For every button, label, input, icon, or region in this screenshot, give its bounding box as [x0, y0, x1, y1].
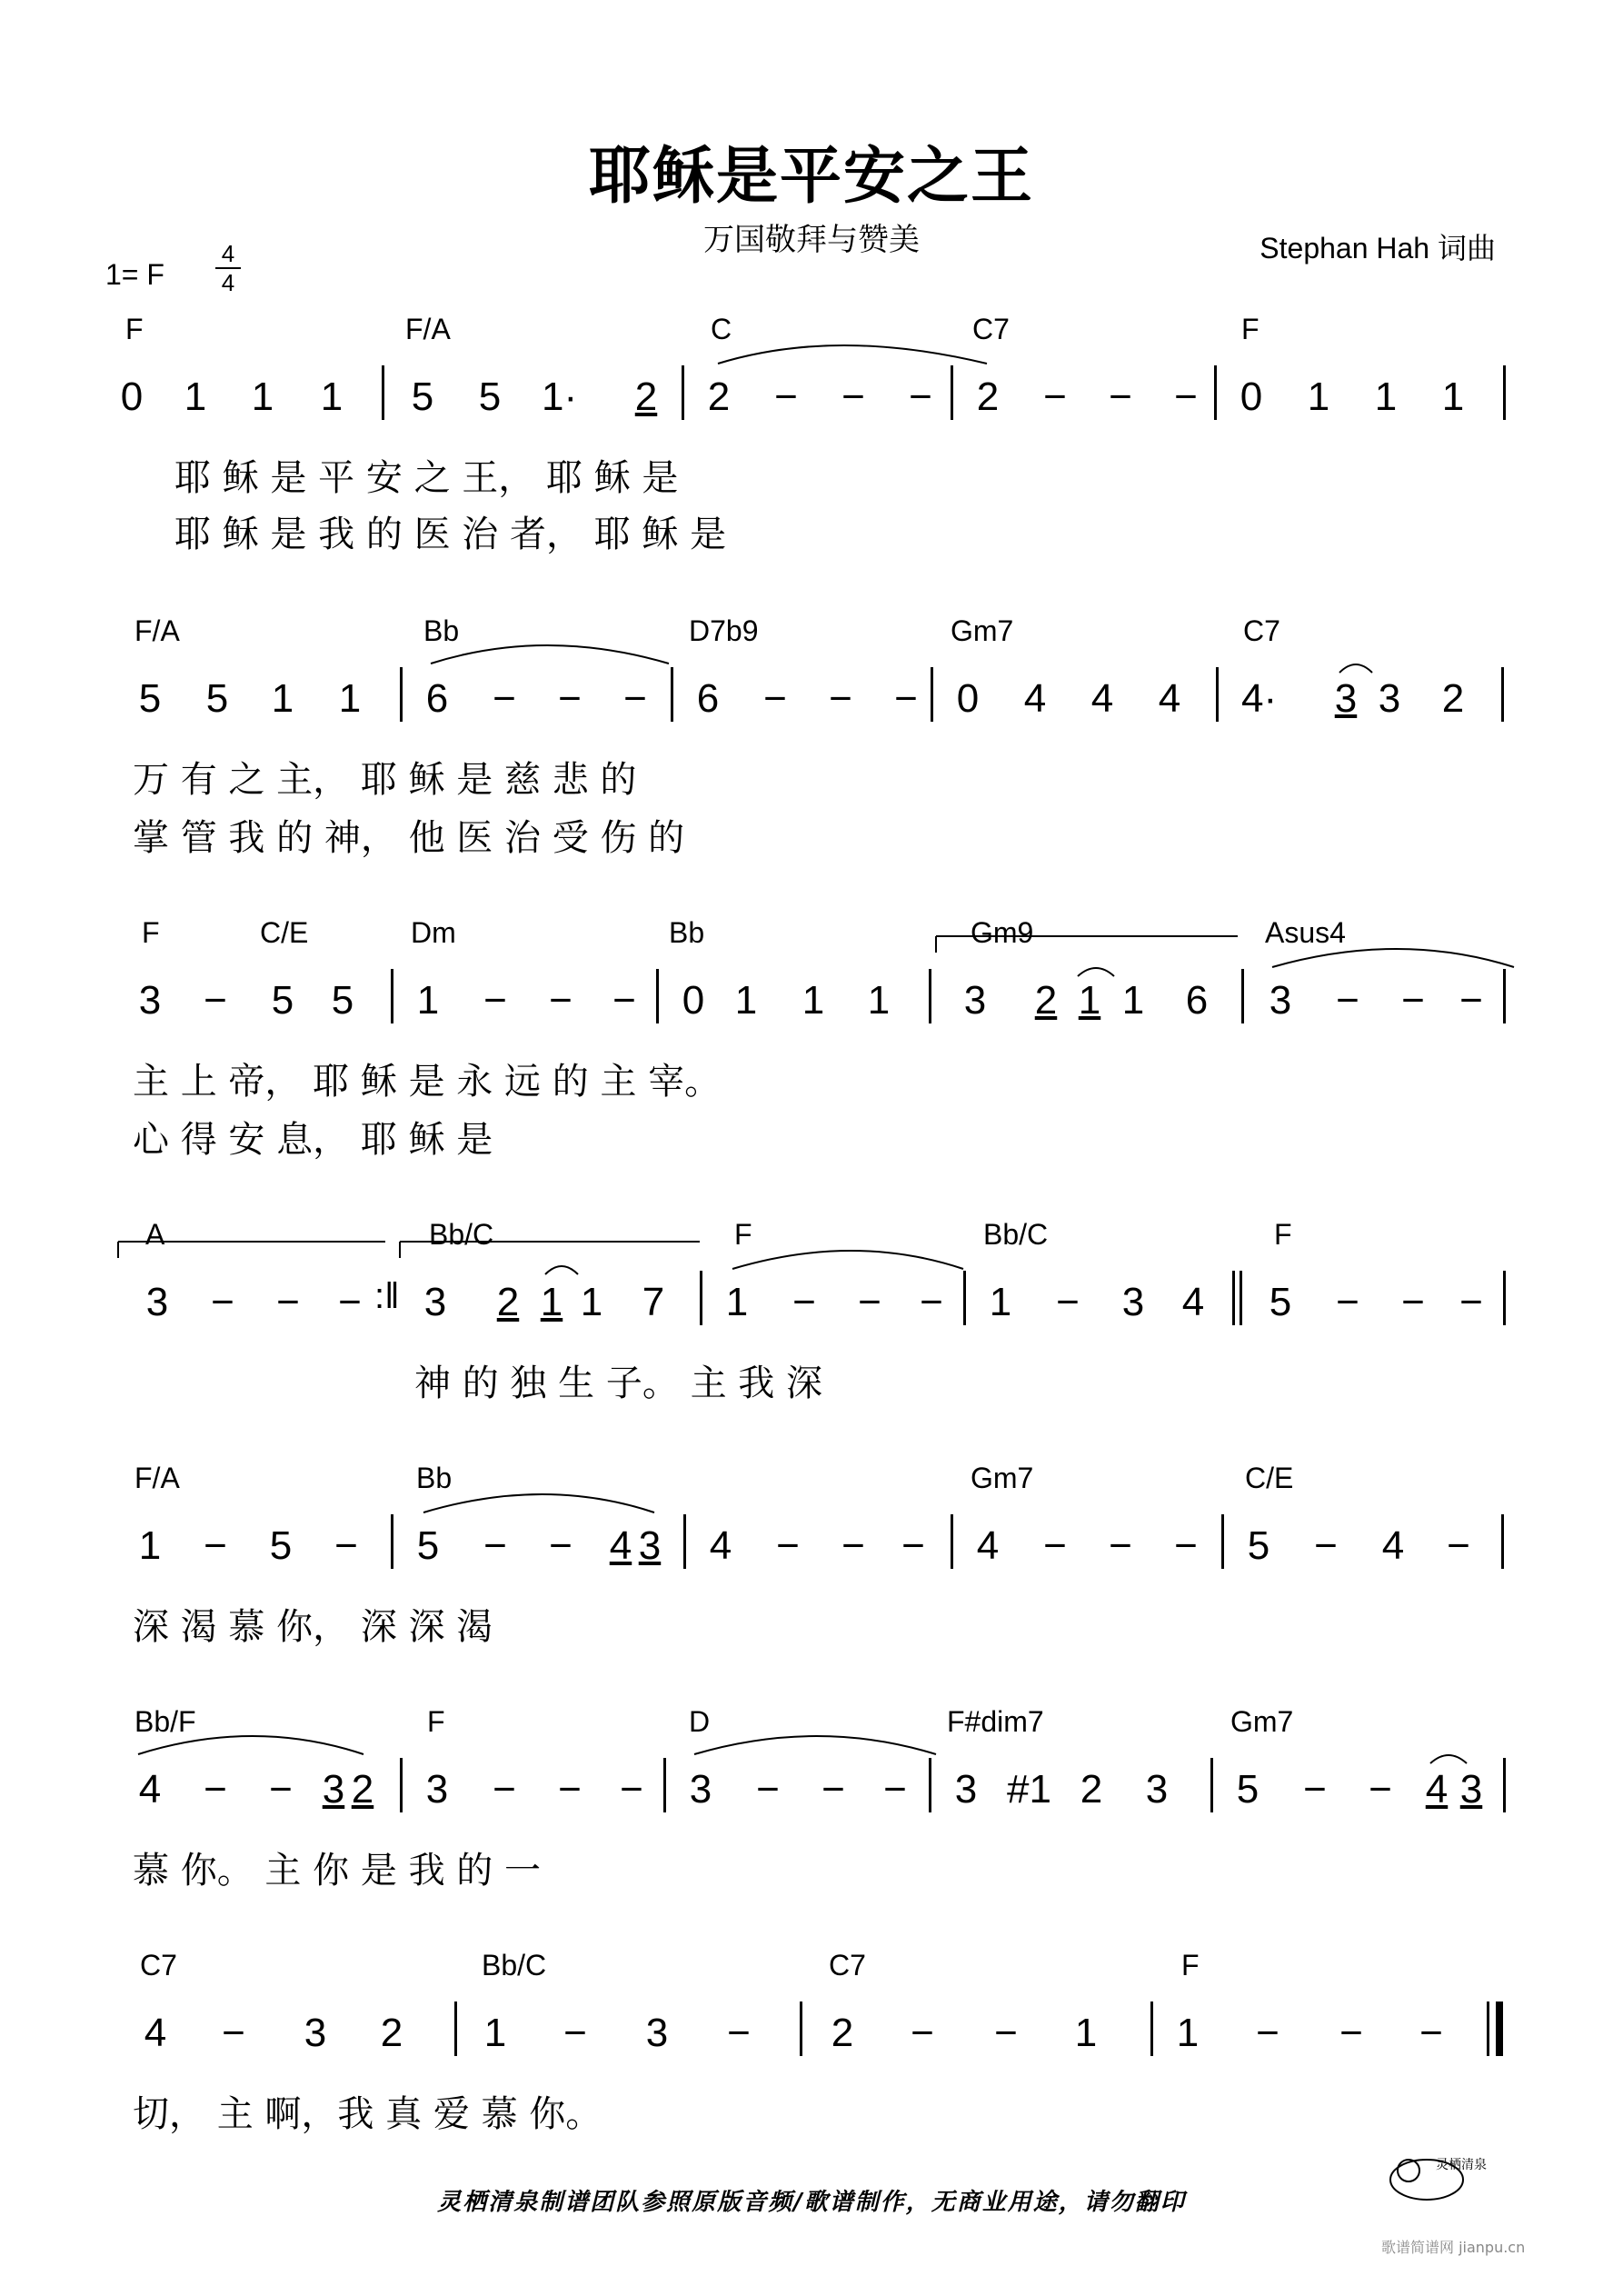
chord: Bb — [669, 916, 705, 949]
lyric-line: 慕 你。 主 你 是 我 的 一 — [133, 1850, 542, 1892]
chord: Bb — [423, 614, 460, 647]
tie — [718, 345, 987, 364]
lyric-line: 神 的 独 生 子。 主 我 深 — [414, 1363, 823, 1404]
chord: Dm — [411, 916, 456, 949]
time-signature-bottom: 4 — [221, 269, 235, 296]
tie — [1272, 949, 1514, 967]
key-signature: 1= F — [105, 258, 164, 291]
tie — [732, 1251, 963, 1269]
lyric-line: 耶 稣 是 我 的 医 治 者， 耶 稣 是 — [174, 514, 727, 555]
tie — [1430, 1755, 1467, 1763]
chord: C7 — [972, 313, 1010, 345]
chord: Bb/C — [983, 1218, 1049, 1251]
chord: Asus4 — [1265, 916, 1346, 949]
svg-text:灵栖清泉: 灵栖清泉 — [1436, 2158, 1487, 2172]
lyric-line: 耶 稣 是 平 安 之 王， 耶 稣 是 — [174, 457, 679, 499]
lyric-line: 主 上 帝， 耶 稣 是 永 远 的 主 宰。 — [133, 1061, 722, 1103]
song-subtitle: 万国敬拜与赞美 — [703, 222, 920, 258]
lyric-line: 掌 管 我 的 神， 他 医 治 受 伤 的 — [133, 817, 685, 859]
lyric-line: 万 有 之 主， 耶 稣 是 慈 悲 的 — [133, 759, 637, 801]
tie — [431, 645, 669, 664]
chord: F/A — [405, 313, 451, 345]
logo-sheep-icon — [1381, 2141, 1487, 2205]
chord: C — [711, 313, 732, 345]
footer-credit: 灵栖清泉制谱团队参照原版音频/歌谱制作，无商业用途，请勿翻印 — [437, 2189, 1186, 2216]
chord: Gm7 — [1230, 1705, 1294, 1738]
lyric-line: 心 得 安 息， 耶 稣 是 — [133, 1119, 493, 1161]
chord: D — [689, 1705, 711, 1738]
chord: F — [1241, 313, 1260, 345]
chord: Bb/C — [482, 1949, 547, 1982]
chord: C7 — [1243, 614, 1280, 647]
chord: F — [1274, 1218, 1292, 1251]
chord: C/E — [260, 916, 309, 949]
chord: Bb/F — [134, 1705, 196, 1738]
tie — [545, 1266, 578, 1274]
chord: Bb — [416, 1462, 453, 1494]
chord: Bb/C — [429, 1218, 494, 1251]
chord: C/E — [1245, 1462, 1294, 1494]
chord: C7 — [829, 1949, 866, 1982]
time-signature-top: 4 — [221, 240, 235, 267]
author-credit: Stephan Hah 词曲 — [1260, 232, 1496, 265]
chord: Gm7 — [971, 1462, 1034, 1494]
site-watermark: 歌谱简谱网 jianpu.cn — [1381, 2239, 1526, 2256]
song-title: 耶稣是平安之王 — [588, 141, 1034, 213]
chord: F — [427, 1705, 445, 1738]
chord: F/A — [134, 614, 180, 647]
tie — [694, 1736, 936, 1754]
chord: Gm9 — [971, 916, 1034, 949]
chord: F — [734, 1218, 752, 1251]
chord: A — [145, 1218, 165, 1251]
tie — [1339, 664, 1372, 673]
tie — [423, 1494, 654, 1512]
tie — [138, 1736, 363, 1754]
chord: D7b9 — [689, 614, 759, 647]
chord: F — [125, 313, 144, 345]
chord: F — [142, 916, 160, 949]
chord: C7 — [140, 1949, 177, 1982]
chord: F/A — [134, 1462, 180, 1494]
chord: F — [1181, 1949, 1200, 1982]
lyric-line: 深 渴 慕 你， 深 深 渴 — [133, 1606, 493, 1648]
tie — [1078, 968, 1114, 976]
chord: F#dim7 — [947, 1705, 1044, 1738]
lyric-line: 切， 主 啊，我 真 爱 慕 你。 — [133, 2093, 602, 2135]
chord: Gm7 — [951, 614, 1014, 647]
